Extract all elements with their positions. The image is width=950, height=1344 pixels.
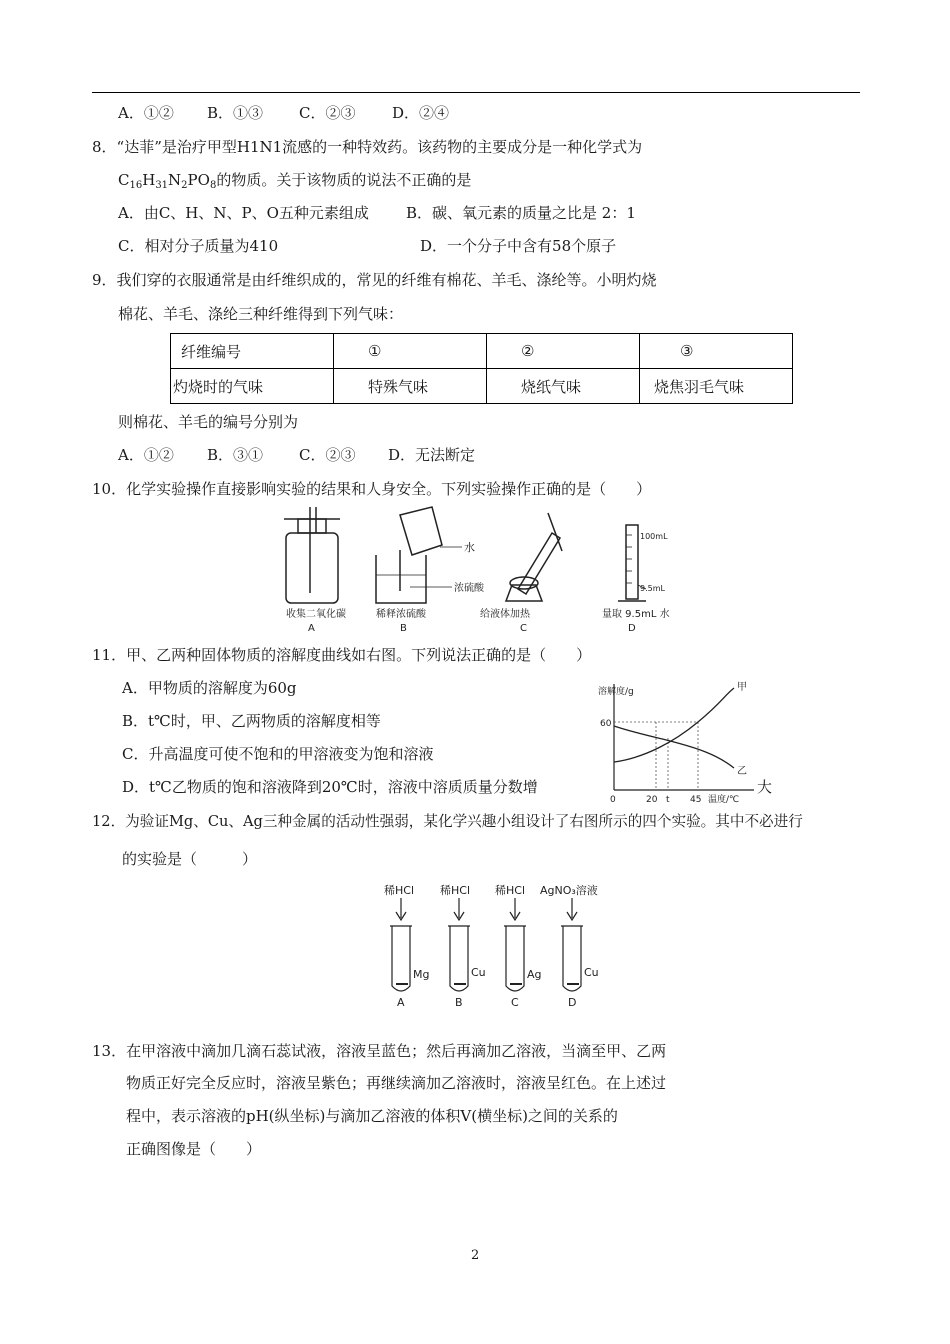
y-axis-label: 溶解度/g [598, 687, 634, 697]
q12-stem-line2: 的实验是（ ） [122, 850, 258, 868]
x-axis-label: 温度/℃ [708, 795, 740, 805]
table-cell: 灼烧时的气味 [171, 369, 334, 404]
q11-option-b: B．t℃时，甲、乙两物质的溶解度相等 [122, 712, 381, 730]
fiber-table [170, 333, 793, 404]
header-rule [92, 92, 860, 93]
q9-option-c: C．②③ [299, 446, 356, 464]
x-tick-label: 45 [690, 795, 702, 805]
water-label: 水 [464, 541, 475, 554]
q9-option-b: B．③① [207, 446, 264, 464]
q11-option-d-tail: 大 [757, 778, 773, 796]
tube-c-reagent: 稀HCl [495, 884, 526, 897]
table-cell: ② [487, 334, 640, 369]
cylinder-top-label: 100mL [640, 532, 668, 541]
tube-d-letter: D [568, 996, 577, 1008]
fig-c-letter: C [520, 623, 527, 633]
tube-d-metal: Cu [584, 966, 599, 979]
table-cell: ③ [640, 334, 793, 369]
q9-stem-line3: 则棉花、羊毛的编号分别为 [118, 413, 299, 431]
table-cell: 特殊气味 [334, 369, 487, 404]
tube-b-letter: B [455, 996, 463, 1008]
lab-operations-figure [280, 505, 680, 633]
tube-b [448, 898, 470, 991]
fig-b-letter: B [400, 623, 407, 633]
q13-stem-line2: 物质正好完全反应时，溶液呈紫色；再继续滴加乙溶液时，溶液呈红色。在上述过 [126, 1074, 667, 1092]
origin-label: 0 [610, 795, 616, 805]
q8-option-c: C．相对分子质量为410 [118, 237, 279, 255]
q13-stem-line3: 程中，表示溶液的pH(纵坐标)与滴加乙溶液的体积V(横坐标)之间的关系的 [126, 1107, 618, 1125]
table-cell: 烧焦羽毛气味 [640, 369, 793, 404]
tube-b-reagent: 稀HCl [440, 884, 471, 897]
q7-option-b: B．①③ [207, 104, 264, 122]
q7-option-a: A．①② [118, 104, 174, 122]
x-tick-label: 20 [646, 795, 658, 805]
q8-stem-line2-text: 的物质。关于该物质的说法不正确的是 [216, 171, 472, 189]
heating-tube-drawing [506, 513, 562, 601]
q9-option-a: A．①② [118, 446, 174, 464]
q8-option-b: B．碳、氧元素的质量之比是 2：1 [406, 204, 636, 222]
x-tick-label: t [666, 795, 670, 805]
tube-a-metal: Mg [413, 968, 430, 981]
q8-option-a: A．由C、H、N、P、O五种元素组成 [118, 204, 369, 222]
tube-d [561, 898, 583, 991]
acid-label: 浓硫酸 [454, 583, 484, 594]
q13-stem-line1: 13．在甲溶液中滴加几滴石蕊试液，溶液呈蓝色；然后再滴加乙溶液，当滴至甲、乙两 [92, 1042, 667, 1060]
q10-stem: 10．化学实验操作直接影响实验的结果和人身安全。下列实验操作正确的是（ ） [92, 480, 652, 498]
tube-b-metal: Cu [471, 966, 486, 979]
table-row [171, 334, 793, 369]
tube-a-reagent: 稀HCl [384, 884, 415, 897]
q11-option-a: A．甲物质的溶解度为60g [122, 679, 297, 697]
q7-option-d: D．②④ [392, 104, 450, 122]
tube-c-metal: Ag [527, 968, 542, 981]
fig-c-caption: 给液体加热 [480, 609, 530, 620]
fig-b-caption: 稀释浓硫酸 [376, 609, 426, 620]
table-row [171, 369, 793, 404]
fig-d-caption: 量取 9.5mL 水 [602, 609, 670, 620]
q13-stem-line4: 正确图像是（ ） [126, 1140, 262, 1158]
series-yi-label: 乙 [737, 766, 747, 777]
gas-bottle-drawing [284, 507, 340, 603]
cylinder-mark-label: 9.5mL [640, 584, 665, 593]
tube-a-letter: A [397, 996, 405, 1008]
q9-option-d: D．无法断定 [388, 446, 476, 464]
q8-stem-line1: 8．“达菲”是治疗甲型H1N1流感的一种特效药。该药物的主要成分是一种化学式为 [92, 138, 643, 156]
q8-formula: $C_{16}H_{31}N_2PO_8$ [118, 171, 217, 191]
fig-a-letter: A [308, 623, 315, 633]
q11-option-c: C．升高温度可使不饱和的甲溶液变为饱和溶液 [122, 745, 434, 763]
q11-stem: 11．甲、乙两种固体物质的溶解度曲线如右图。下列说法正确的是（ ） [92, 646, 592, 664]
tube-d-reagent: AgNO₃溶液 [540, 884, 598, 897]
q12-stem-line1: 12．为验证Mg、Cu、Ag三种金属的活动性强弱，某化学兴趣小组设计了右图所示的四个实验。其中不必进行 [92, 813, 803, 830]
series-jia-label: 甲 [737, 682, 747, 693]
table-cell: 纤维编号 [171, 334, 334, 369]
q9-stem-line2: 棉花、羊毛、涤纶三种纤维得到下列气味： [118, 305, 404, 323]
tube-c [504, 898, 526, 991]
q7-option-c: C．②③ [299, 104, 356, 122]
series-yi-line [614, 726, 734, 768]
q11-option-d: D．t℃乙物质的饱和溶液降到20℃时，溶液中溶质质量分数增 [122, 778, 538, 796]
series-jia-line [614, 688, 734, 762]
q8-stem-line2 [118, 169, 471, 190]
table-cell: 烧纸气味 [487, 369, 640, 404]
tube-c-letter: C [511, 996, 519, 1008]
table-cell: ① [334, 334, 487, 369]
fig-d-letter: D [628, 623, 636, 633]
solubility-chart [594, 676, 764, 806]
page-number: 2 [471, 1248, 480, 1263]
q9-stem-line1: 9．我们穿的衣服通常是由纤维织成的，常见的纤维有棉花、羊毛、涤纶等。小明灼烧 [92, 271, 657, 289]
metal-tubes-figure [380, 880, 620, 1008]
fig-a-caption: 收集二氧化碳 [286, 609, 346, 620]
tube-a [390, 898, 412, 991]
q8-option-d: D．一个分子中含有58个原子 [420, 237, 617, 255]
diluting-acid-drawing [376, 507, 462, 603]
y-tick-label: 60 [600, 719, 612, 729]
